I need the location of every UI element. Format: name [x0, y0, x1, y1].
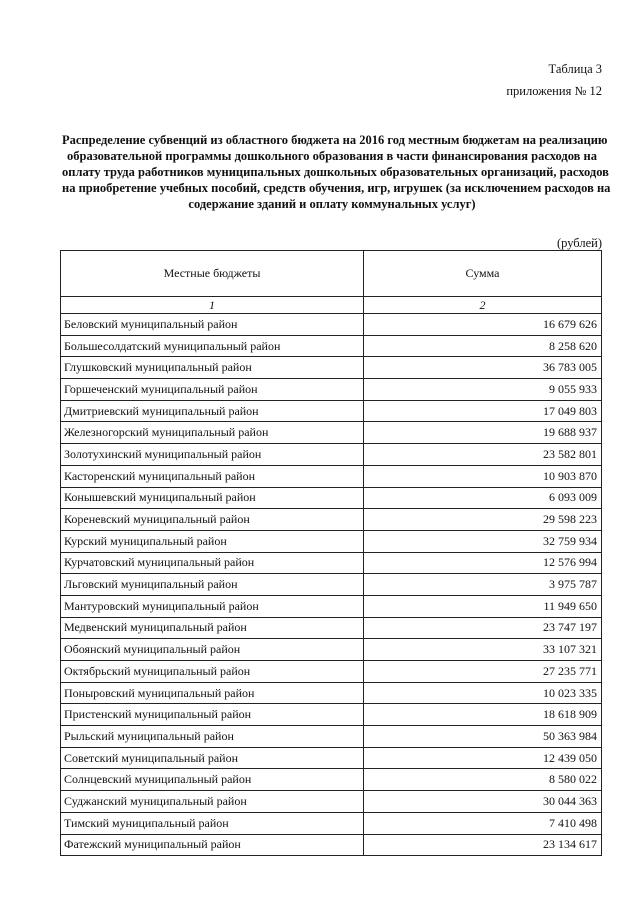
table-row	[61, 552, 602, 574]
district-name-cell: Большесолдатский муниципальный район	[61, 335, 364, 357]
amount-cell: 6 093 009	[364, 487, 602, 509]
table-row	[61, 444, 602, 466]
district-name-cell: Курчатовский муниципальный район	[61, 552, 364, 574]
district-name-cell: Мантуровский муниципальный район	[61, 595, 364, 617]
table-row	[61, 465, 602, 487]
district-name-cell: Конышевский муниципальный район	[61, 487, 364, 509]
table-row	[61, 834, 602, 856]
table-row	[61, 704, 602, 726]
table-row	[61, 379, 602, 401]
table-row	[61, 791, 602, 813]
amount-cell: 16 679 626	[364, 314, 602, 336]
amount-cell: 10 023 335	[364, 682, 602, 704]
table-header-row	[61, 251, 602, 297]
amount-cell: 50 363 984	[364, 726, 602, 748]
table-row	[61, 726, 602, 748]
table-row	[61, 357, 602, 379]
title-line: оплату труда работников муниципальных дошкольных образовательных организаций, расходов	[62, 165, 609, 179]
amount-cell: 17 049 803	[364, 400, 602, 422]
district-name-cell: Беловский муниципальный район	[61, 314, 364, 336]
amount-cell: 12 576 994	[364, 552, 602, 574]
table-row	[61, 530, 602, 552]
district-name-cell: Горшеченский муниципальный район	[61, 379, 364, 401]
district-name-cell: Железногорский муниципальный район	[61, 422, 364, 444]
amount-cell: 30 044 363	[364, 791, 602, 813]
title-line: образовательной программы дошкольного образования в части финансирования расходов на	[67, 149, 597, 163]
header-sum: Сумма	[364, 251, 602, 297]
amount-cell: 8 258 620	[364, 335, 602, 357]
amount-cell: 11 949 650	[364, 595, 602, 617]
table-row	[61, 574, 602, 596]
district-name-cell: Пристенский муниципальный район	[61, 704, 364, 726]
title-line: Распределение субвенций из областного бюджета на 2016 год местным бюджетам на реализацию	[62, 133, 608, 147]
amount-cell: 23 747 197	[364, 617, 602, 639]
district-name-cell: Медвенский муниципальный район	[61, 617, 364, 639]
table-row	[61, 812, 602, 834]
table-row	[61, 769, 602, 791]
appendix-reference: приложения № 12	[506, 84, 602, 98]
title-line: содержание зданий и оплату коммунальных услуг)	[188, 197, 476, 211]
column-number-2: 2	[364, 297, 602, 314]
district-name-cell: Касторенский муниципальный район	[61, 465, 364, 487]
district-name-cell: Поныровский муниципальный район	[61, 682, 364, 704]
table-row	[61, 487, 602, 509]
amount-cell: 3 975 787	[364, 574, 602, 596]
amount-cell: 9 055 933	[364, 379, 602, 401]
amount-cell: 10 903 870	[364, 465, 602, 487]
unit-label: (рублей)	[556, 236, 602, 250]
document-title	[62, 132, 611, 212]
district-name-cell: Советский муниципальный район	[61, 747, 364, 769]
table-row	[61, 595, 602, 617]
district-name-cell: Кореневский муниципальный район	[61, 509, 364, 531]
amount-cell: 27 235 771	[364, 661, 602, 683]
amount-cell: 33 107 321	[364, 639, 602, 661]
table-row	[61, 400, 602, 422]
table-row	[61, 617, 602, 639]
district-name-cell: Дмитриевский муниципальный район	[61, 400, 364, 422]
amount-cell: 12 439 050	[364, 747, 602, 769]
column-number-1: 1	[61, 297, 364, 314]
district-name-cell: Октябрьский муниципальный район	[61, 661, 364, 683]
table-row	[61, 747, 602, 769]
column-number-row	[61, 297, 602, 314]
table-row	[61, 682, 602, 704]
table-row	[61, 661, 602, 683]
table-row	[61, 509, 602, 531]
title-line: на приобретение учебных пособий, средств обучения, игр, игрушек (за исключением расходов на	[62, 181, 611, 195]
district-name-cell: Глушковский муниципальный район	[61, 357, 364, 379]
district-name-cell: Суджанский муниципальный район	[61, 791, 364, 813]
district-name-cell: Рыльский муниципальный район	[61, 726, 364, 748]
table-row	[61, 422, 602, 444]
budget-table	[60, 250, 602, 856]
table-row	[61, 335, 602, 357]
table-row	[61, 314, 602, 336]
district-name-cell: Обоянский муниципальный район	[61, 639, 364, 661]
table-reference: Таблица 3	[548, 62, 602, 76]
amount-cell: 8 580 022	[364, 769, 602, 791]
district-name-cell: Тимский муниципальный район	[61, 812, 364, 834]
amount-cell: 36 783 005	[364, 357, 602, 379]
amount-cell: 7 410 498	[364, 812, 602, 834]
amount-cell: 29 598 223	[364, 509, 602, 531]
table-row	[61, 639, 602, 661]
amount-cell: 18 618 909	[364, 704, 602, 726]
district-name-cell: Фатежский муниципальный район	[61, 834, 364, 856]
district-name-cell: Льговский муниципальный район	[61, 574, 364, 596]
amount-cell: 19 688 937	[364, 422, 602, 444]
district-name-cell: Золотухинский муниципальный район	[61, 444, 364, 466]
district-name-cell: Курский муниципальный район	[61, 530, 364, 552]
amount-cell: 23 134 617	[364, 834, 602, 856]
amount-cell: 32 759 934	[364, 530, 602, 552]
amount-cell: 23 582 801	[364, 444, 602, 466]
header-local-budgets: Местные бюджеты	[61, 251, 364, 297]
district-name-cell: Солнцевский муниципальный район	[61, 769, 364, 791]
